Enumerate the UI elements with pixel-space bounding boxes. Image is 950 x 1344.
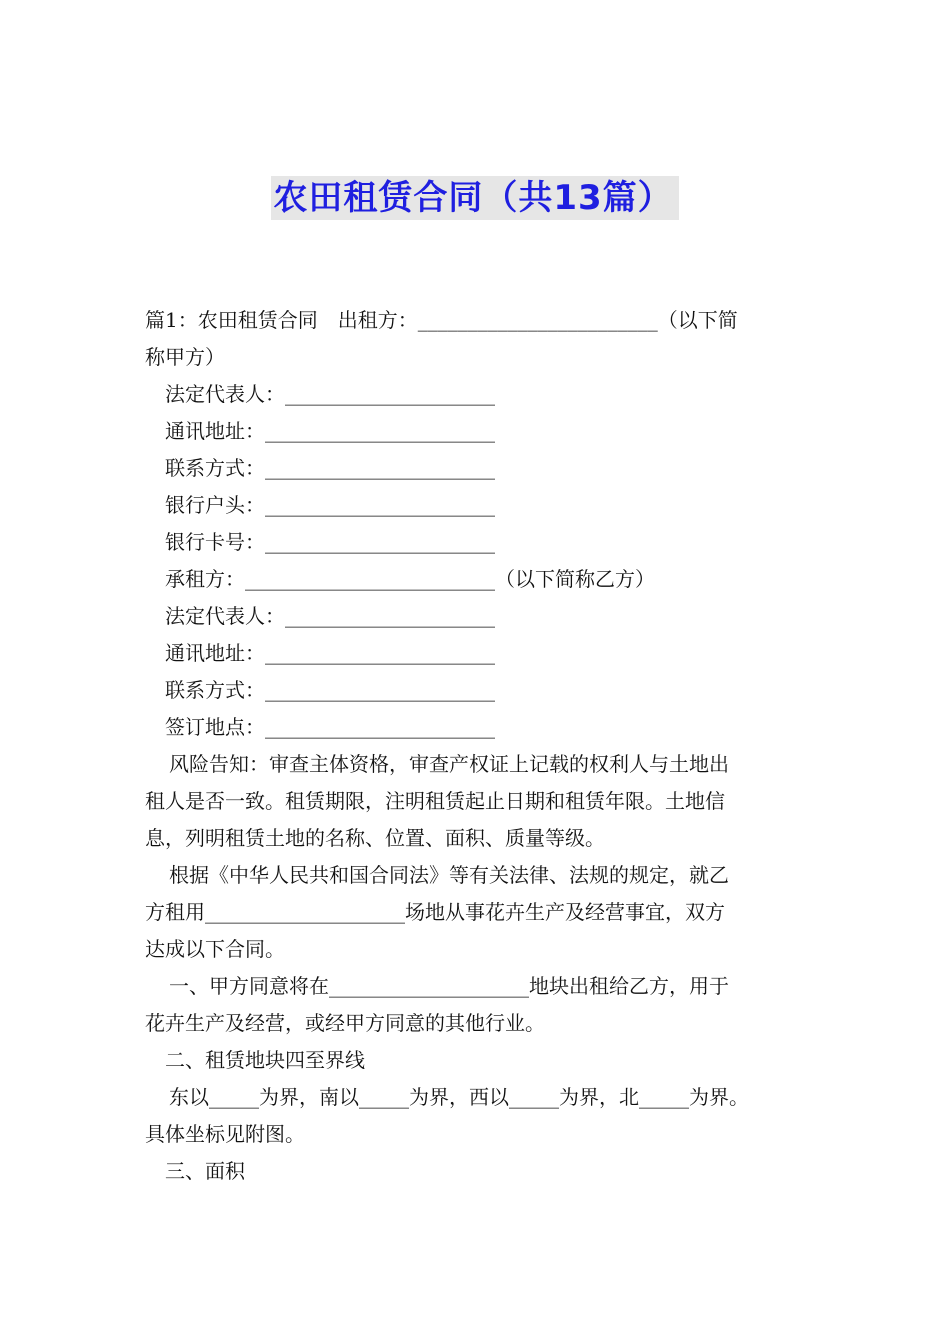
line-clause-3: 三、面积 bbox=[165, 1159, 245, 1183]
document-body bbox=[145, 302, 815, 1190]
line-clause-1a: 一、甲方同意将在____________________地块出租给乙方，用于 bbox=[169, 974, 729, 998]
line-basis-2: 方租用____________________场地从事花卉生产及经营事宜，双方 bbox=[145, 900, 725, 924]
line-address-a: 通讯地址：_______________________ bbox=[165, 419, 495, 443]
line-risk-3: 息，列明租赁土地的名称、位置、面积、质量等级。 bbox=[145, 826, 605, 850]
line-lessor: 篇1：农田租赁合同 出租方：________________________（以下简 bbox=[145, 308, 738, 332]
line-sign-place: 签订地点：_______________________ bbox=[165, 715, 495, 739]
line-coordinates: 具体坐标见附图。 bbox=[145, 1122, 305, 1146]
line-contact-a: 联系方式：_______________________ bbox=[165, 456, 495, 480]
line-boundaries: 东以_____为界，南以_____为界，西以_____为界，北_____为界。 bbox=[169, 1085, 749, 1109]
line-clause-1b: 花卉生产及经营，或经甲方同意的其他行业。 bbox=[145, 1011, 545, 1035]
line-bank-card: 银行卡号：_______________________ bbox=[165, 530, 495, 554]
line-risk-2: 租人是否一致。租赁期限，注明租赁起止日期和租赁年限。土地信 bbox=[145, 789, 725, 813]
title-wrap bbox=[0, 176, 950, 220]
line-basis-3: 达成以下合同。 bbox=[145, 937, 285, 961]
document-title: 农田租赁合同（共13篇） bbox=[271, 176, 678, 220]
line-lessee: 承租方：_________________________（以下简称乙方） bbox=[165, 567, 655, 591]
line-risk-1: 风险告知：审查主体资格，审查产权证上记载的权利人与土地出 bbox=[169, 752, 729, 776]
line-legal-rep-b: 法定代表人：_____________________ bbox=[165, 604, 495, 628]
line-clause-2: 二、租赁地块四至界线 bbox=[165, 1048, 365, 1072]
line-legal-rep-a: 法定代表人：_____________________ bbox=[165, 382, 495, 406]
line-basis-1: 根据《中华人民共和国合同法》等有关法律、法规的规定，就乙 bbox=[169, 863, 729, 887]
line-address-b: 通讯地址：_______________________ bbox=[165, 641, 495, 665]
line-contact-b: 联系方式：_______________________ bbox=[165, 678, 495, 702]
line-lessor-cont: 称甲方） bbox=[145, 345, 225, 369]
line-bank-account: 银行户头：_______________________ bbox=[165, 493, 495, 517]
